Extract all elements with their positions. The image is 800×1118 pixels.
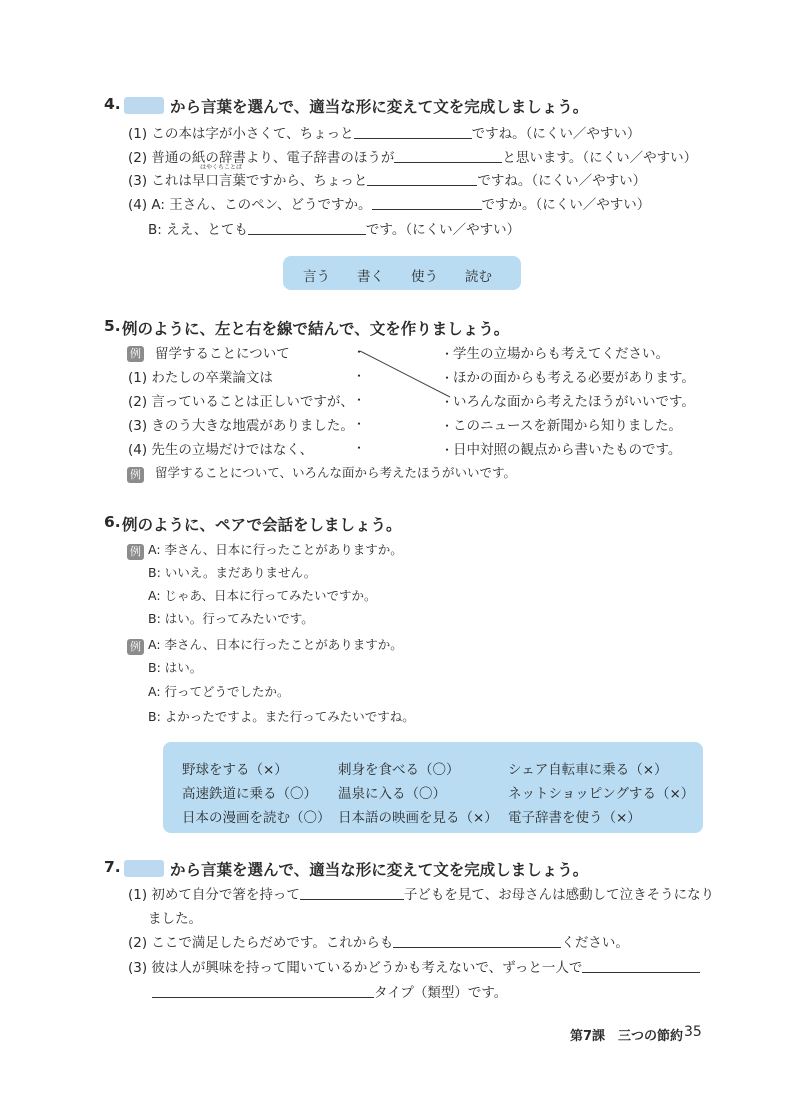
q5-left-3-text: きのう大きな地震がありました。 bbox=[151, 418, 354, 434]
q4-item-4b-text-after: です。（にくい／やすい） bbox=[365, 222, 521, 238]
q7-item-1-blank[interactable] bbox=[300, 887, 404, 900]
q5-left-dot-4[interactable]: ・ bbox=[353, 441, 366, 455]
q6-dialog1-line2: B: いいえ。まだありません。 bbox=[148, 565, 317, 580]
q6-option-2-3: ネットショッピングする（×） bbox=[508, 786, 695, 802]
q5-left-dot-2[interactable]: ・ bbox=[353, 393, 366, 407]
q6-option-1-2: 刺身を食べる（〇） bbox=[338, 762, 460, 778]
q5-left-dot-1[interactable]: ・ bbox=[353, 369, 366, 383]
q4-number: 4. bbox=[104, 95, 121, 113]
q5-right-1: 学生の立場からも考えてください。 bbox=[453, 346, 670, 362]
q5-left-1-text: わたしの卒業論文は bbox=[151, 370, 273, 386]
q7-instruction: から言葉を選んで、適当な形に変えて文を完成しましょう。 bbox=[170, 861, 589, 879]
q5-right-dot-3[interactable]: ・ bbox=[441, 395, 454, 409]
q4-item-3-number: (3) bbox=[128, 173, 148, 189]
q6-option-3-3: 電子辞書を使う（×） bbox=[508, 810, 641, 826]
q6-option-2-2: 温泉に入る（〇） bbox=[338, 786, 446, 802]
q4-item-4b-text-before: B: ええ、とても bbox=[148, 222, 248, 238]
q5-right-dot-1[interactable]: ・ bbox=[441, 347, 454, 361]
q7-item-1-number: (1) bbox=[128, 887, 148, 903]
q5-right-3: いろんな面から考えたほうがいいです。 bbox=[453, 394, 695, 410]
q5-left-example: 留学することについて bbox=[155, 346, 290, 362]
q5-example-answer: 留学することについて、いろんな面から考えたほうがいいです。 bbox=[155, 465, 517, 480]
q4-item-4-text-after: ですか。（にくい／やすい） bbox=[481, 197, 651, 213]
q6-option-1-3: シェア自転車に乗る（×） bbox=[508, 762, 668, 778]
q4-item-2-text-before: 普通の紙の辞書より、電子辞書のほうが bbox=[151, 150, 395, 166]
page-number: 35 bbox=[684, 1024, 702, 1040]
q6-dialog2-line4: B: よかったですよ。また行ってみたいですね。 bbox=[148, 709, 415, 724]
q5-left-4-number: (4) bbox=[128, 442, 148, 458]
q5-left-dot-3[interactable]: ・ bbox=[353, 417, 366, 431]
q6-option-3-2: 日本語の映画を見る（×） bbox=[338, 810, 498, 826]
q5-left-2-text: 言っていることは正しいですが、 bbox=[151, 394, 354, 410]
q5-right-4: このニュースを新聞から知りました。 bbox=[453, 418, 682, 434]
q7-number: 7. bbox=[104, 858, 121, 876]
q7-item-2-text-after: ください。 bbox=[561, 935, 629, 951]
q6-example-1-badge: 例 bbox=[127, 540, 144, 560]
q6-option-2-1: 高速鉄道に乗る（〇） bbox=[182, 786, 317, 802]
q6-number: 6. bbox=[104, 513, 121, 531]
q5-answer-badge: 例 bbox=[127, 463, 144, 483]
q6-dialog1-line4: B: はい。行ってみたいです。 bbox=[148, 611, 314, 626]
q4-word-4: 読む bbox=[465, 269, 492, 285]
q4-item-3-ruby: はやくちことば bbox=[200, 164, 243, 171]
q6-dialog2-line3: A: 行ってどうでしたか。 bbox=[148, 684, 290, 699]
q4-item-1-number: (1) bbox=[128, 126, 148, 142]
q5-left-3-number: (3) bbox=[128, 418, 148, 434]
q7-item-1-continuation: ました。 bbox=[148, 911, 202, 927]
q7-item-1-text-after: 子どもを見て、お母さんは感動して泣きそうになり bbox=[403, 887, 715, 903]
q7-item-2-text-before: ここで満足したらだめです。これからも bbox=[151, 935, 394, 951]
q6-example-2-badge: 例 bbox=[127, 635, 144, 655]
q7-word-box-marker bbox=[124, 859, 164, 878]
q6-dialog2-line1: A: 李さん、日本に行ったことがありますか。 bbox=[148, 637, 403, 652]
q6-instruction: 例のように、ペアで会話をしましょう。 bbox=[122, 516, 402, 534]
q4-item-1-text-after: ですね。（にくい／やすい） bbox=[471, 126, 641, 142]
q5-left-4-text: 先生の立場だけではなく、 bbox=[151, 442, 314, 458]
q6-dialog1-line1: A: 李さん、日本に行ったことがありますか。 bbox=[148, 542, 403, 557]
q7-item-3-text-after: タイプ（類型）です。 bbox=[374, 985, 508, 1001]
q5-instruction: 例のように、左と右を線で結んで、文を作りましょう。 bbox=[122, 320, 510, 338]
q7-item-3-blank-b[interactable] bbox=[152, 985, 374, 998]
q4-word-1: 言う bbox=[303, 269, 330, 285]
footer-lesson-title: 第7課 三つの節約 bbox=[570, 1029, 684, 1044]
q5-left-dot-example[interactable]: ・ bbox=[353, 345, 366, 359]
q4-word-3: 使う bbox=[411, 269, 438, 285]
q4-item-4-text-before: A: 王さん、このペン、どうですか。 bbox=[151, 197, 372, 213]
q7-item-2-blank[interactable] bbox=[393, 935, 561, 948]
q5-right-dot-2[interactable]: ・ bbox=[441, 371, 454, 385]
q4-item-1-text-before: この本は字が小さくて、ちょっと bbox=[151, 126, 354, 142]
q5-right-2: ほかの面からも考える必要があります。 bbox=[453, 370, 695, 386]
q7-item-3-number: (3) bbox=[128, 960, 148, 976]
q4-word-2: 書く bbox=[357, 269, 384, 285]
q7-item-3-blank-a[interactable] bbox=[582, 960, 700, 973]
q4-instruction: から言葉を選んで、適当な形に変えて文を完成しましょう。 bbox=[170, 98, 589, 116]
q5-number: 5. bbox=[104, 317, 121, 335]
q6-dialog1-line3: A: じゃあ、日本に行ってみたいですか。 bbox=[148, 588, 377, 603]
q6-option-3-1: 日本の漫画を読む（〇） bbox=[182, 810, 331, 826]
q7-item-1-text-before: 初めて自分で箸を持って bbox=[151, 887, 300, 903]
q6-dialog2-line2: B: はい。 bbox=[148, 660, 203, 675]
q5-right-dot-4[interactable]: ・ bbox=[441, 419, 454, 433]
q5-right-5: 日中対照の観点から書いたものです。 bbox=[453, 442, 682, 458]
q5-left-2-number: (2) bbox=[128, 394, 148, 410]
q5-right-dot-5[interactable]: ・ bbox=[441, 443, 454, 457]
q4-item-3-text-before: これは早口言葉ですから、ちょっと bbox=[151, 173, 368, 189]
q5-left-1-number: (1) bbox=[128, 370, 148, 386]
q5-example-badge: 例 bbox=[127, 342, 144, 362]
q4-item-2-number: (2) bbox=[128, 150, 148, 166]
q7-item-3-text-before: 彼は人が興味を持って聞いているかどうかも考えないで、ずっと一人で bbox=[151, 960, 583, 976]
q7-item-2-number: (2) bbox=[128, 935, 148, 951]
q6-option-1-1: 野球をする（×） bbox=[182, 762, 288, 778]
q4-item-3-text-after: ですね。（にくい／やすい） bbox=[477, 173, 647, 189]
q4-item-4-number: (4) bbox=[128, 197, 148, 213]
q4-item-2-text-after: と思います。（にくい／やすい） bbox=[502, 150, 698, 166]
